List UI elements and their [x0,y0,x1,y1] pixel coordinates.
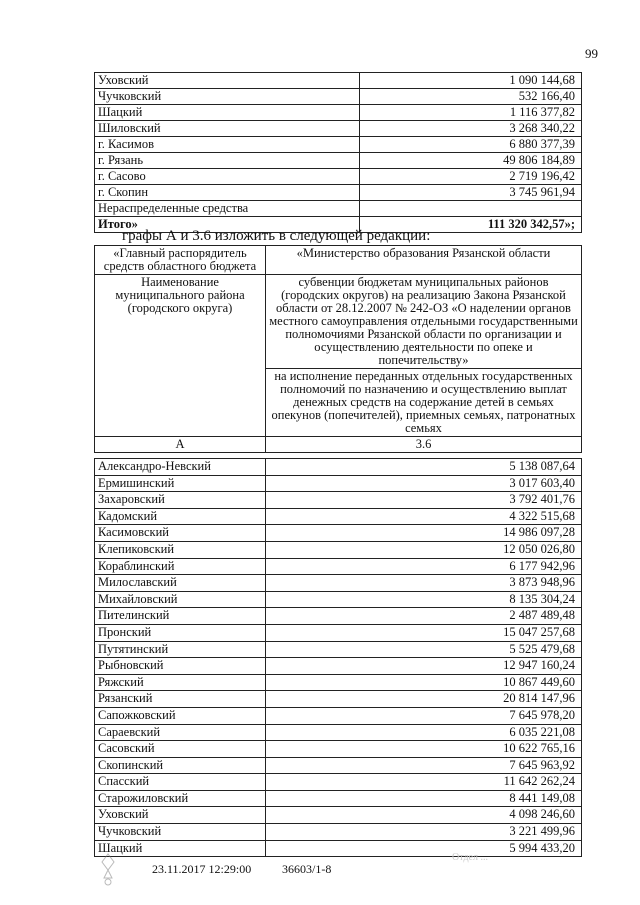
district-amount: 1 116 377,82 [360,105,582,121]
watermark: Отдел ... [452,852,488,863]
district-name: Сасовский [95,741,266,758]
district-amount: 3 745 961,94 [360,185,582,201]
district-name: Чучковский [95,824,266,841]
continuation-row [95,73,582,89]
continuation-row [95,153,582,169]
district-name: Касимовский [95,525,266,542]
stamp-icon [98,852,118,886]
district-name: Пронский [95,624,266,641]
district-name: Шацкий [95,105,360,121]
district-amount: 1 090 144,68 [360,73,582,89]
continuation-table [94,72,582,233]
continuation-row [95,137,582,153]
district-name: Нераспределенные средства [95,201,360,217]
district-row [95,541,582,558]
district-amount: 5 138 087,64 [266,459,582,476]
district-name: г. Касимов [95,137,360,153]
district-amount: 7 645 963,92 [266,757,582,774]
district-name: Скопинский [95,757,266,774]
district-amount: 10 867 449,60 [266,674,582,691]
continuation-row [95,169,582,185]
district-name: Клепиковский [95,541,266,558]
district-row [95,790,582,807]
district-amount: 8 441 149,08 [266,790,582,807]
district-row [95,492,582,509]
district-row [95,591,582,608]
district-amount: 8 135 304,24 [266,591,582,608]
district-amount: 12 050 026,80 [266,541,582,558]
district-name: Шацкий [95,840,266,857]
district-row [95,475,582,492]
district-name: Милославский [95,575,266,592]
footer-datetime: 23.11.2017 12:29:00 [152,862,252,876]
district-amount [360,201,582,217]
header-table [94,245,582,453]
district-amount: 3 268 340,22 [360,121,582,137]
district-name: Ермишинский [95,475,266,492]
district-amount: 2 487 489,48 [266,608,582,625]
district-amount: 5 994 433,20 [266,840,582,857]
district-row [95,807,582,824]
district-name: Шиловский [95,121,360,137]
purpose-text: на исполнение переданных отдельных государственных полномочий по назначению и осуществлению выплат денежных средств на содержание детей в семьях опекунов (попечителей), приемных семьях, патронатных семьях [266,369,582,437]
district-amount: 4 322 515,68 [266,508,582,525]
district-amount: 49 806 184,89 [360,153,582,169]
district-amount: 3 221 499,96 [266,824,582,841]
intro-text: графы А и 3.6 изложить в следующей редакции: [122,228,431,244]
district-name: Сараевский [95,724,266,741]
district-row [95,774,582,791]
district-row [95,724,582,741]
district-row [95,707,582,724]
district-amount: 4 098 246,60 [266,807,582,824]
district-row [95,624,582,641]
page-number: 99 [585,46,598,61]
district-amount: 20 814 147,96 [266,691,582,708]
district-name: г. Сасово [95,169,360,185]
district-row [95,508,582,525]
district-name: г. Скопин [95,185,360,201]
admin-label: «Главный распорядитель средств областного бюджета [95,246,266,275]
district-amount: 14 986 097,28 [266,525,582,542]
district-amount: 11 642 262,24 [266,774,582,791]
district-name: Сапожковский [95,707,266,724]
continuation-row [95,89,582,105]
district-name: Александро-Невский [95,459,266,476]
district-amount: 3 017 603,40 [266,475,582,492]
subsidy-text: субвенции бюджетам муниципальных районов (городских округов) на реализацию Закона Рязанской области от 28.12.2007 № 242-ОЗ «О наделении органов местного самоуправления отдельными государственными полномочиями Рязанской области по организации и осуществлению деятельности по опеке и попечительству» [266,275,582,369]
district-name: Кораблинский [95,558,266,575]
district-name: Уховский [95,73,360,89]
footer-doc-number: 36603/1-8 [282,862,332,876]
district-amount: 532 166,40 [360,89,582,105]
district-row [95,641,582,658]
continuation-row [95,105,582,121]
district-name: Уховский [95,807,266,824]
district-amount: 3 792 401,76 [266,492,582,509]
district-name: Захаровский [95,492,266,509]
district-row [95,757,582,774]
district-name: Пителинский [95,608,266,625]
district-amount: 6 880 377,39 [360,137,582,153]
district-row [95,575,582,592]
district-name: Спасский [95,774,266,791]
district-name: Чучковский [95,89,360,105]
district-row [95,525,582,542]
district-amount: 5 525 479,68 [266,641,582,658]
region-label: Наименование муниципального района (городского округа) [95,275,266,437]
district-name: Рыбновский [95,658,266,675]
district-row [95,658,582,675]
district-name: Путятинский [95,641,266,658]
column-b-label: 3.6 [266,437,582,453]
district-row [95,558,582,575]
continuation-row [95,185,582,201]
district-amount: 12 947 160,24 [266,658,582,675]
district-amount: 6 035 221,08 [266,724,582,741]
districts-table [94,458,582,857]
district-amount: 2 719 196,42 [360,169,582,185]
district-amount: 6 177 942,96 [266,558,582,575]
district-row [95,459,582,476]
district-row [95,674,582,691]
district-amount: 10 622 765,16 [266,741,582,758]
continuation-row [95,121,582,137]
district-amount: 3 873 948,96 [266,575,582,592]
district-name: Кадомский [95,508,266,525]
column-a-label: А [95,437,266,453]
district-name: Старожиловский [95,790,266,807]
district-name: г. Рязань [95,153,360,169]
district-name: Михайловский [95,591,266,608]
district-name: Ряжский [95,674,266,691]
continuation-row [95,201,582,217]
district-row [95,691,582,708]
district-amount: 7 645 978,20 [266,707,582,724]
total-label: Итого» [95,217,360,233]
district-name: Рязанский [95,691,266,708]
district-amount: 15 047 257,68 [266,624,582,641]
district-row [95,608,582,625]
total-amount: 111 320 342,57»; [360,217,582,233]
district-row [95,741,582,758]
admin-value: «Министерство образования Рязанской области [266,246,582,275]
district-row [95,824,582,841]
